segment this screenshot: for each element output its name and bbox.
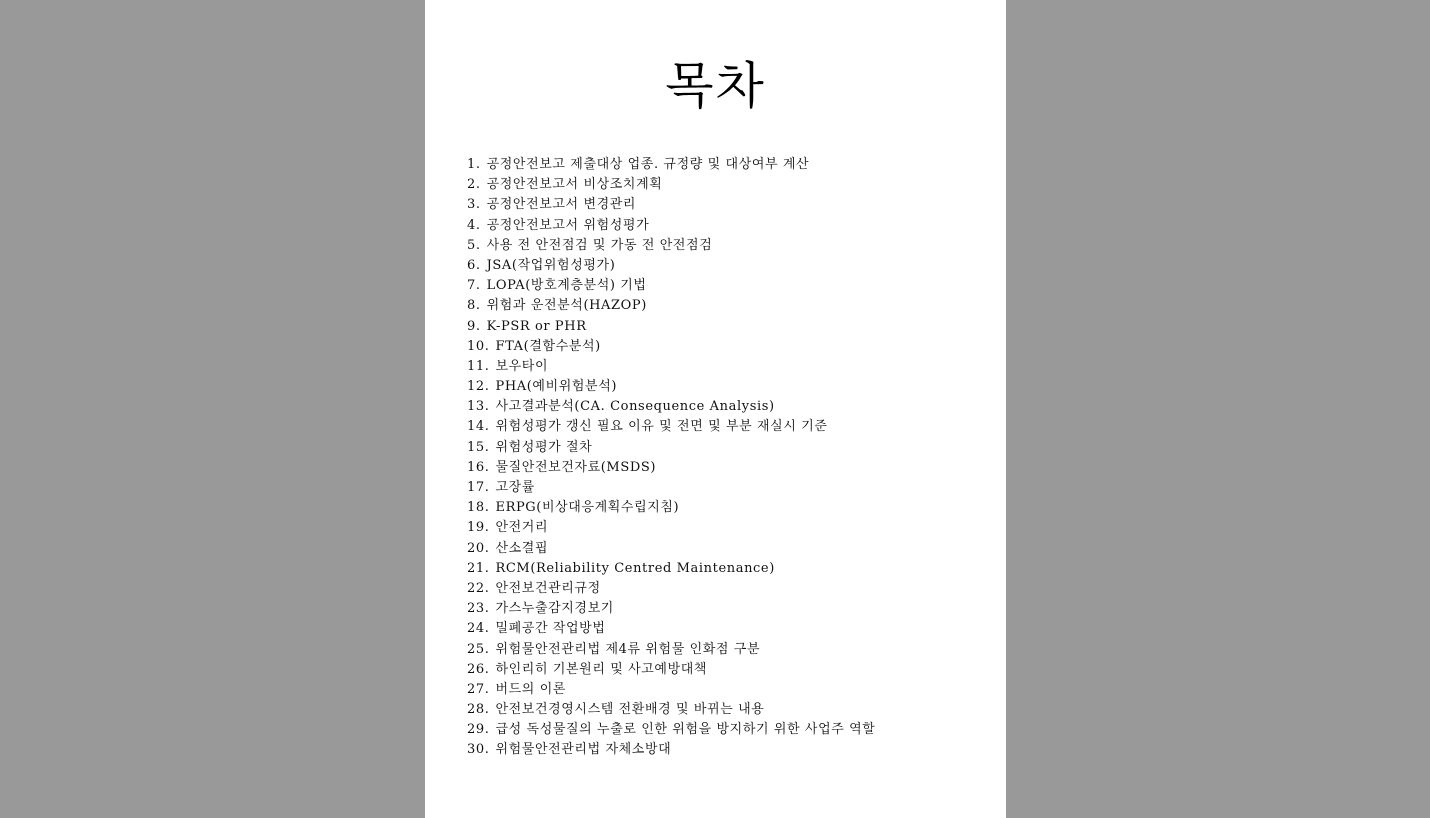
- toc-item-label: 보우타이: [495, 358, 549, 374]
- toc-item-label: 산소결핍: [495, 540, 549, 556]
- toc-item-number: 25.: [467, 641, 490, 657]
- toc-item-label: 공정안전보고 제출대상 업종. 규정량 및 대상여부 계산: [486, 157, 810, 172]
- toc-item-number: 3.: [467, 197, 481, 213]
- toc-item-number: 30.: [467, 742, 490, 758]
- toc-item-number: 7.: [467, 278, 481, 294]
- toc-item-number: 17.: [467, 480, 490, 495]
- toc-item: [467, 296, 875, 316]
- toc-item: [467, 660, 875, 680]
- toc-item-label: 안전보건경영시스템 전환배경 및 바뀌는 내용: [495, 702, 765, 718]
- toc-item-label: LOPA(방호계층분석) 기법: [486, 278, 647, 294]
- toc-item-label: RCM(Reliability Centred Maintenance): [495, 560, 775, 576]
- table-of-contents: [467, 155, 875, 761]
- toc-item-number: 4.: [467, 217, 481, 233]
- toc-item-number: 20.: [467, 540, 490, 556]
- toc-item: [467, 155, 875, 175]
- toc-item-number: 13.: [467, 399, 490, 415]
- toc-item-number: 5.: [467, 237, 481, 253]
- toc-item: [467, 478, 875, 498]
- toc-item-label: 물질안전보건자료(MSDS): [495, 459, 657, 475]
- toc-item-label: 사고결과분석(CA. Consequence Analysis): [495, 399, 775, 415]
- toc-item-label: 공정안전보고서 변경관리: [486, 197, 637, 213]
- toc-item-label: 고장률: [495, 480, 535, 495]
- toc-item-number: 29.: [467, 722, 490, 738]
- toc-item-number: 18.: [467, 500, 490, 516]
- toc-item-label: 안전보건관리규정: [495, 580, 601, 596]
- toc-item: [467, 438, 875, 458]
- toc-item-number: 9.: [467, 318, 481, 334]
- toc-item-number: 28.: [467, 702, 490, 718]
- toc-item-label: 급성 독성물질의 누출로 인한 위험을 방지하기 위한 사업주 역할: [495, 722, 876, 738]
- toc-item-number: 27.: [467, 681, 490, 697]
- toc-item: [467, 175, 875, 195]
- toc-item: [467, 720, 875, 740]
- toc-item-label: 가스누출감지경보기: [495, 601, 614, 617]
- toc-item-number: 21.: [467, 560, 490, 576]
- toc-item: [467, 256, 875, 276]
- toc-item: [467, 498, 875, 518]
- toc-item-label: ERPG(비상대응계획수립지침): [495, 500, 680, 516]
- toc-item-number: 12.: [467, 379, 490, 395]
- toc-item: [467, 700, 875, 720]
- toc-item: [467, 377, 875, 397]
- toc-item: [467, 740, 875, 760]
- toc-item: [467, 195, 875, 215]
- toc-item-number: 8.: [467, 298, 481, 314]
- toc-item-number: 2.: [467, 177, 481, 193]
- toc-item-label: 공정안전보고서 위험성평가: [486, 217, 650, 233]
- toc-item: [467, 619, 875, 639]
- toc-item-number: 26.: [467, 661, 490, 677]
- toc-item: [467, 397, 875, 417]
- page-title: 목차: [665, 57, 766, 115]
- toc-item: [467, 317, 875, 337]
- toc-item-label: JSA(작업위험성평가): [486, 257, 616, 273]
- toc-item-number: 6.: [467, 257, 481, 273]
- toc-item-label: 하인리히 기본원리 및 사고예방대책: [495, 661, 708, 677]
- toc-item: [467, 579, 875, 599]
- toc-item-label: 안전거리: [495, 520, 549, 536]
- toc-item-label: 사용 전 안전점검 및 가동 전 안전점검: [486, 237, 713, 253]
- toc-item-label: FTA(결함수분석): [495, 338, 601, 354]
- toc-item-number: 10.: [467, 338, 490, 354]
- toc-item: [467, 518, 875, 538]
- document-page: [425, 0, 1006, 818]
- toc-item-label: 공정안전보고서 비상조치계획: [486, 177, 663, 193]
- toc-item: [467, 417, 875, 437]
- toc-item-label: 위험물안전관리법 제4류 위험물 인화점 구분: [495, 641, 761, 657]
- toc-item: [467, 599, 875, 619]
- toc-item-number: 11.: [467, 358, 490, 374]
- toc-item-label: K-PSR or PHR: [486, 318, 587, 334]
- toc-item-label: 위험성평가 갱신 필요 이유 및 전면 및 부분 재실시 기준: [495, 419, 828, 435]
- toc-item-number: 16.: [467, 459, 490, 475]
- toc-item: [467, 276, 875, 296]
- toc-item: [467, 458, 875, 478]
- toc-item-number: 15.: [467, 439, 490, 455]
- toc-item-number: 1.: [467, 157, 481, 172]
- toc-item: [467, 337, 875, 357]
- toc-item-label: PHA(예비위험분석): [495, 379, 618, 395]
- toc-item: [467, 539, 875, 559]
- toc-item-label: 위험성평가 절차: [495, 439, 593, 455]
- toc-item: [467, 357, 875, 377]
- toc-item: [467, 216, 875, 236]
- toc-item: [467, 680, 875, 700]
- toc-item: [467, 640, 875, 660]
- toc-item-number: 14.: [467, 419, 490, 435]
- toc-item-label: 위험물안전관리법 자체소방대: [495, 742, 672, 758]
- toc-item: [467, 236, 875, 256]
- toc-item-number: 19.: [467, 520, 490, 536]
- toc-item-number: 23.: [467, 601, 490, 617]
- toc-item: [467, 559, 875, 579]
- toc-item-label: 밀폐공간 작업방법: [495, 621, 606, 637]
- toc-item-number: 22.: [467, 580, 490, 596]
- toc-item-label: 버드의 이론: [495, 681, 567, 697]
- toc-item-label: 위험과 운전분석(HAZOP): [486, 298, 647, 314]
- toc-item-number: 24.: [467, 621, 490, 637]
